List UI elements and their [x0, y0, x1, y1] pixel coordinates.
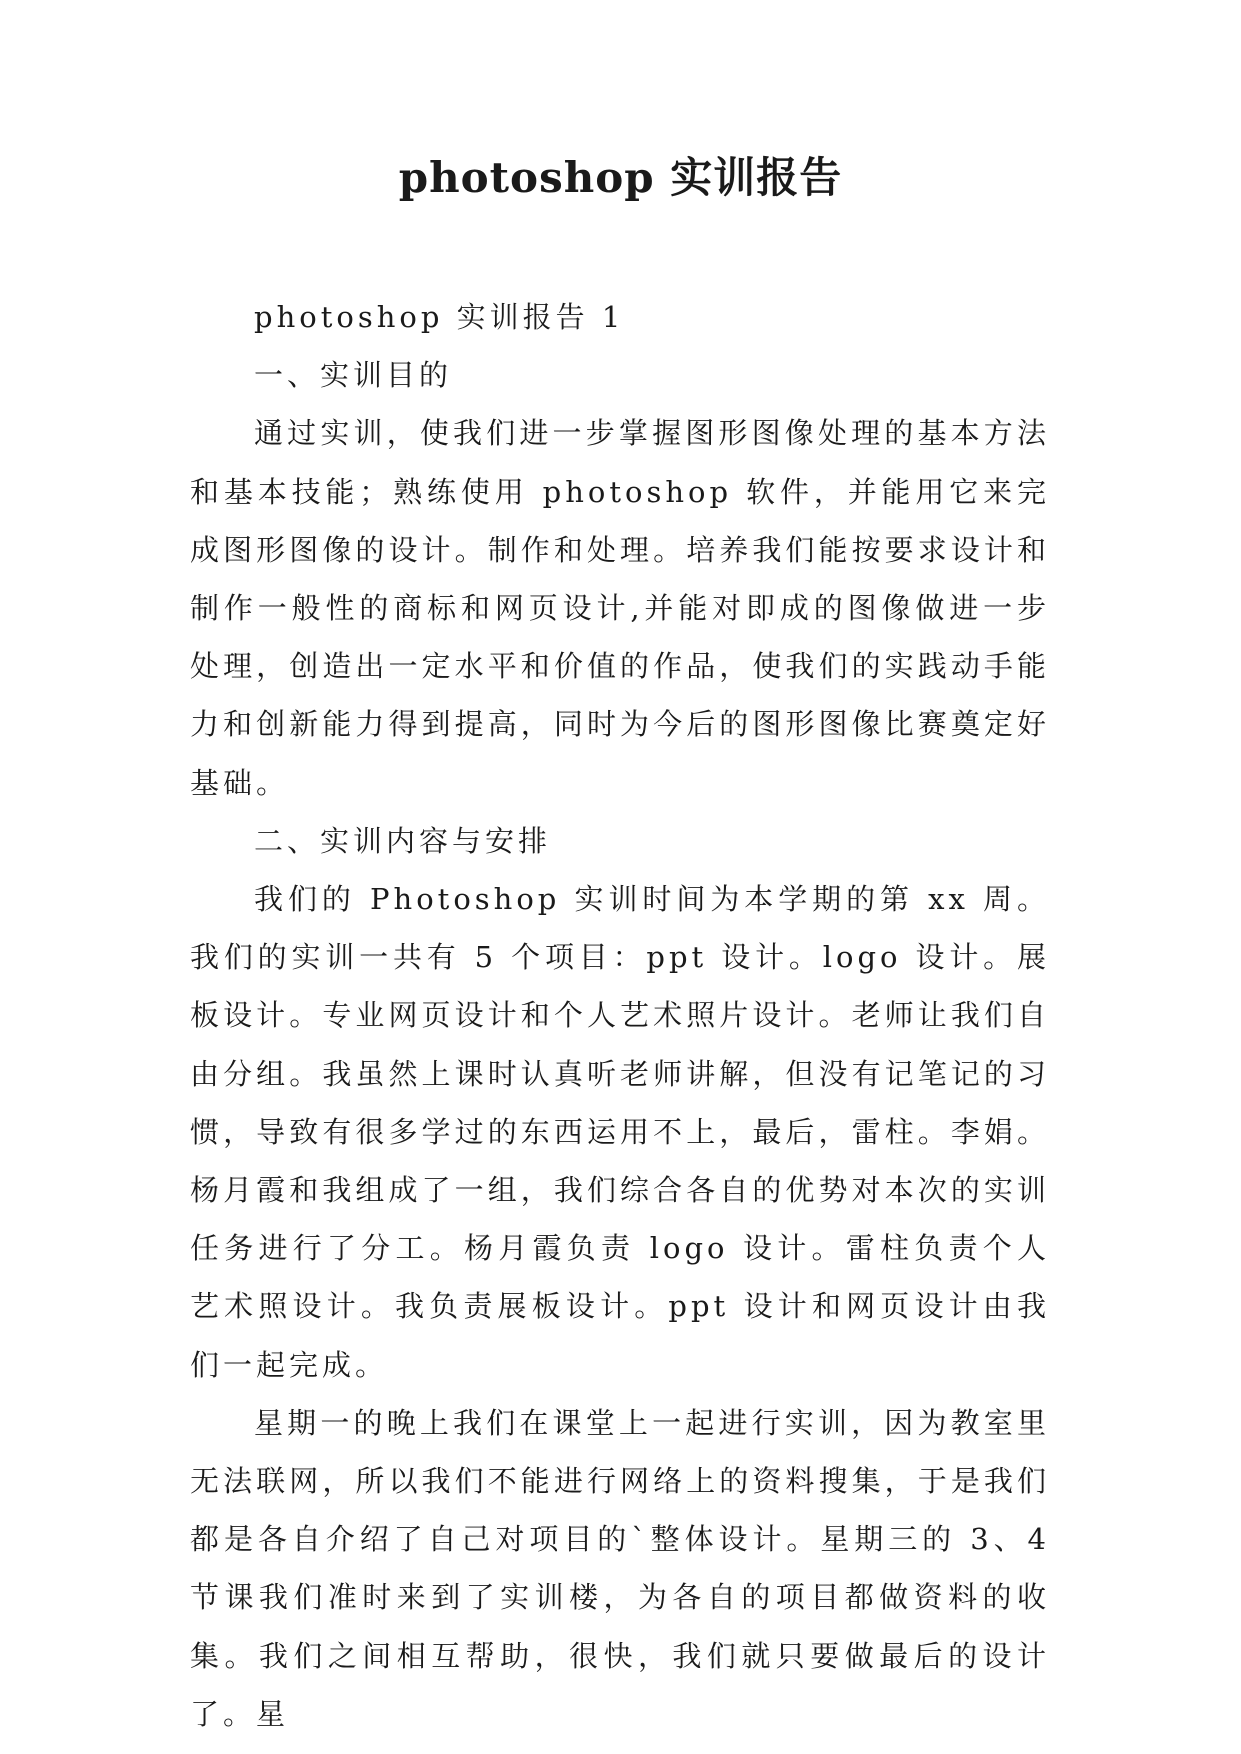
paragraph-objective: 通过实训，使我们进一步掌握图形图像处理的基本方法和基本技能；熟练使用 photoshop 软件，并能用它来完成图形图像的设计。制作和处理。培养我们能按要求设计和制作一般性的商标和网页设计,并能对即成的图像做进一步处理，创造出一定水平和价值的作品，使我们的实践动手能力和创新能力得到提高，同时为今后的图形图像比赛奠定好基础。	[190, 416, 1050, 800]
section-heading-report-1: photoshop 实训报告 1	[254, 300, 625, 334]
paragraph-content: 我们的 Photoshop 实训时间为本学期的第 xx 周。我们的实训一共有 5 个项目：ppt 设计。logo 设计。展板设计。专业网页设计和个人艺术照片设计。老师让我们自由分组。我虽然上课时认真听老师讲解，但没有记笔记的习惯，导致有很多学过的东西运用不上，最后，雷柱。李娟。杨月霞和我组成了一组，我们综合各自的优势对本次的实训任务进行了分工。杨月霞负责 logo 设计。雷柱负责个人艺术照设计。我负责展板设计。ppt 设计和网页设计由我们一起完成。	[190, 882, 1050, 1382]
section-heading-content: 二、实训内容与安排	[254, 823, 552, 858]
paragraph-process: 星期一的晚上我们在课堂上一起进行实训，因为教室里无法联网，所以我们不能进行网络上的资料搜集，于是我们都是各自介绍了自己对项目的`整体设计。星期三的 3、4 节课我们准时来到了实训楼，为各自的项目都做资料的收集。我们之间相互帮助，很快，我们就只要做最后的设计了。星	[190, 1405, 1050, 1731]
document-body	[190, 288, 1050, 1743]
section-heading-objective: 一、实训目的	[254, 358, 453, 393]
document-title: photoshop 实训报告	[398, 153, 843, 202]
